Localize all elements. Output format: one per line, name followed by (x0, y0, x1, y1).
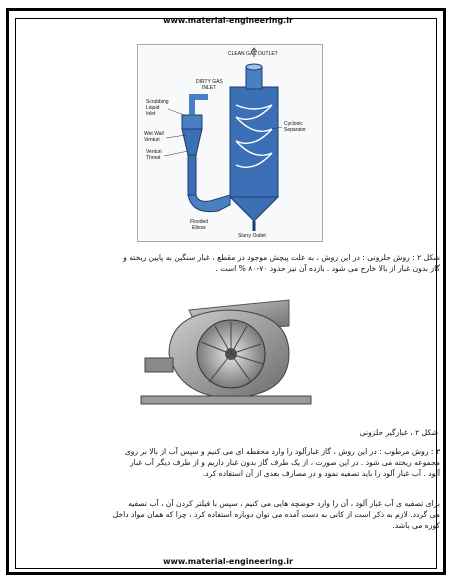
label-flooded: Flooded (190, 219, 209, 225)
outlet-top (246, 64, 262, 70)
paragraph-1 (16, 252, 440, 274)
label-separator: Separator (284, 127, 306, 133)
fan-base-frame (141, 396, 311, 404)
label-inlet: INLET (202, 85, 217, 91)
header-url: www.material-engineering.ir (163, 16, 293, 25)
label-inlet2: Inlet (146, 111, 156, 117)
label-slurry-outlet: Slurry Outlet (238, 233, 266, 239)
label-throat: Throat (146, 155, 161, 161)
label-clean-gas-outlet: CLEAN GAS OUTLET (228, 51, 278, 57)
venturi-scrubber-diagram (138, 45, 322, 241)
label-venturi2: Venturi (146, 149, 162, 155)
flooded-elbow (188, 195, 230, 212)
paragraph-3 (16, 498, 440, 531)
paragraph-3-line-2: می گردد. لازم به ذکر است از کانی به دست آمده می توان دوباره استفاده کرد ، چرا که همان مواد داخل (112, 510, 440, 519)
venturi-leg (188, 155, 196, 195)
venturi-inlet (182, 115, 202, 129)
label-cyclonic: Cyclonic (284, 121, 303, 127)
label-dirty-gas: DIRTY GAS (196, 79, 223, 85)
label-elbow: Elbow (192, 225, 206, 231)
paragraph-3-line-1: برای تصفیه ی آب غبار آلود ، آن را وارد حوضچه هایی می کنیم ، سپس با فیلتر کردن آن ، آب تصفیه (128, 499, 440, 508)
paragraph-1-line-1: شکل ۲ : روش حلزونی : در این روش ، به علت پیچش موجود در مقطع ، غبار سنگین به پایین ریخته و (123, 253, 440, 262)
label-wet-wall: Wet Wall (144, 131, 164, 137)
paragraph-1-line-2: گاز بدون غبار از بالا خارج می شود . بازده آن نیز حدود ۷۰-۸۰ % است . (215, 264, 440, 273)
cyclone-fan-illustration (139, 292, 319, 408)
footer-url: www.material-engineering.ir (163, 557, 293, 566)
dirty-gas-inlet-duct (192, 97, 208, 115)
paragraph-2-line-3: آلود . آب غبار آلود را باید تصفیه نمود و در مصارف بعدی از آن استفاده کرد. (202, 469, 440, 478)
figure-2-caption: شکل ۲ ، غبارگیر حلزونی (359, 428, 438, 437)
paragraph-2-line-1: ۳ : روش مرطوب : در این روش ، گاز غبارآلود را وارد محفظه ای می کنیم و سپس آب از بالا بر روی (124, 447, 440, 456)
venturi-throat (182, 129, 202, 155)
separator-cone (230, 197, 278, 221)
paragraph-3-line-3: کوره می باشد. (392, 521, 440, 530)
venturi-scrubber-figure (137, 44, 323, 242)
cyclone-fan-photo (139, 292, 319, 408)
paragraph-2-line-2: مجموعه ریخته می شود . در این صورت ، از یک طرف گاز بدون غبار داریم و از طرف دیگر آب غبار (129, 458, 440, 467)
label-venturi: Venturi (144, 137, 160, 143)
label-scrubbing: Scrubbing (146, 99, 169, 105)
paragraph-2 (16, 446, 440, 479)
fan-motor (145, 358, 173, 372)
label-liquid: Liquid (146, 105, 160, 111)
